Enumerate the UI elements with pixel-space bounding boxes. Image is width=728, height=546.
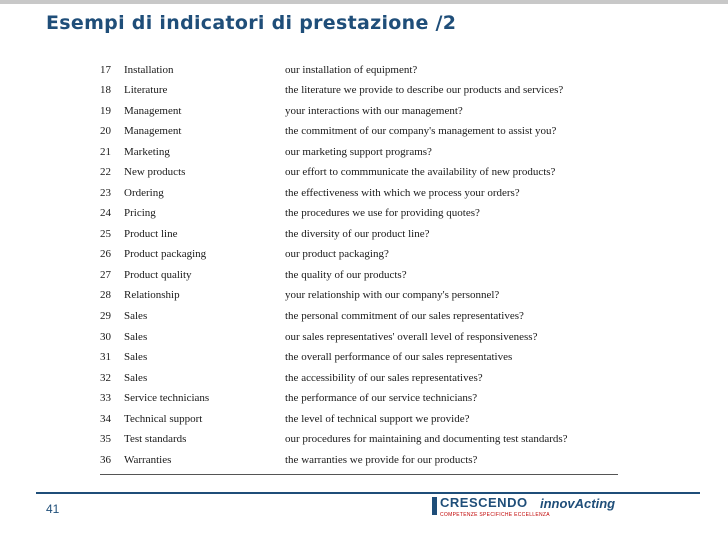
table-row: [80, 310, 620, 330]
row-question: your interactions with our management?: [285, 105, 463, 117]
table-row: [80, 351, 620, 371]
row-category: Sales: [124, 331, 148, 343]
row-question: the overall performance of our sales representatives: [285, 351, 513, 363]
logo-tagline: COMPETENZE SPECIFICHE ECCELLENZA: [440, 512, 550, 518]
row-category: Installation: [124, 64, 174, 76]
row-question: the warranties we provide for our products?: [285, 454, 478, 466]
table-row: [80, 187, 620, 207]
row-question: our marketing support programs?: [285, 146, 432, 158]
row-question: our effort to commmunicate the availability of new products?: [285, 166, 556, 178]
row-number: 25: [100, 228, 111, 240]
table-row: [80, 64, 620, 84]
row-number: 28: [100, 289, 111, 301]
table-row: [80, 413, 620, 433]
row-question: the accessibility of our sales representatives?: [285, 372, 483, 384]
row-number: 18: [100, 84, 111, 96]
row-category: Technical support: [124, 413, 203, 425]
logo-product: innovActing: [540, 496, 616, 511]
row-number: 32: [100, 372, 111, 384]
row-question: the personal commitment of our sales representatives?: [285, 310, 524, 322]
row-question: the effectiveness with which we process your orders?: [285, 187, 520, 199]
row-number: 22: [100, 166, 111, 178]
table-row: [80, 392, 620, 412]
logo-mark-icon: [432, 497, 437, 515]
row-category: Pricing: [124, 207, 156, 219]
table-row: [80, 248, 620, 268]
row-question: our sales representatives' overall level of responsiveness?: [285, 331, 538, 343]
table-row: [80, 166, 620, 186]
row-category: Product line: [124, 228, 178, 240]
row-number: 30: [100, 331, 111, 343]
row-question: the procedures we use for providing quotes?: [285, 207, 480, 219]
row-question: our procedures for maintaining and documenting test standards?: [285, 433, 568, 445]
page-title: Esempi di indicatori di prestazione /2: [46, 12, 457, 34]
scanned-table: [80, 56, 620, 480]
row-question: your relationship with our company's personnel?: [285, 289, 500, 301]
row-question: the quality of our products?: [285, 269, 407, 281]
table-row: [80, 433, 620, 453]
table-row: [80, 207, 620, 227]
row-question: the diversity of our product line?: [285, 228, 430, 240]
row-question: the literature we provide to describe our products and services?: [285, 84, 564, 96]
row-category: Sales: [124, 351, 148, 363]
row-number: 24: [100, 207, 111, 219]
row-category: Product quality: [124, 269, 192, 281]
row-category: Ordering: [124, 187, 164, 199]
table-row: [80, 228, 620, 248]
row-number: 27: [100, 269, 111, 281]
row-number: 17: [100, 64, 111, 76]
row-category: Product packaging: [124, 248, 207, 260]
row-question: our installation of equipment?: [285, 64, 418, 76]
row-category: Service technicians: [124, 392, 210, 404]
row-number: 31: [100, 351, 111, 363]
row-question: our product packaging?: [285, 248, 389, 260]
top-rule: [0, 0, 728, 4]
row-category: Sales: [124, 372, 148, 384]
row-number: 19: [100, 105, 111, 117]
table-row: [80, 84, 620, 104]
row-number: 26: [100, 248, 111, 260]
row-question: the performance of our service technicians?: [285, 392, 478, 404]
row-number: 35: [100, 433, 111, 445]
table-row: [80, 105, 620, 125]
table-bottom-rule: [100, 474, 618, 475]
row-question: the level of technical support we provide?: [285, 413, 470, 425]
row-number: 36: [100, 454, 111, 466]
row-category: Sales: [124, 310, 148, 322]
row-number: 33: [100, 392, 111, 404]
table-row: [80, 289, 620, 309]
row-category: Literature: [124, 84, 168, 96]
row-category: Marketing: [124, 146, 170, 158]
table-row: [80, 125, 620, 145]
row-category: Management: [124, 125, 182, 137]
row-category: Warranties: [124, 454, 172, 466]
crescendo-logo: [432, 493, 628, 523]
row-category: Relationship: [124, 289, 180, 301]
table-row: [80, 372, 620, 392]
table-row: [80, 454, 620, 474]
row-number: 20: [100, 125, 111, 137]
logo-brand: CRESCENDO: [440, 495, 528, 510]
row-number: 34: [100, 413, 111, 425]
row-category: Test standards: [124, 433, 187, 445]
table-row: [80, 331, 620, 351]
row-number: 21: [100, 146, 111, 158]
row-number: 23: [100, 187, 111, 199]
page-number: 41: [46, 502, 60, 516]
table-row: [80, 269, 620, 289]
row-number: 29: [100, 310, 111, 322]
row-question: the commitment of our company's management to assist you?: [285, 125, 557, 137]
row-category: New products: [124, 166, 186, 178]
row-category: Management: [124, 105, 182, 117]
table-row: [80, 146, 620, 166]
